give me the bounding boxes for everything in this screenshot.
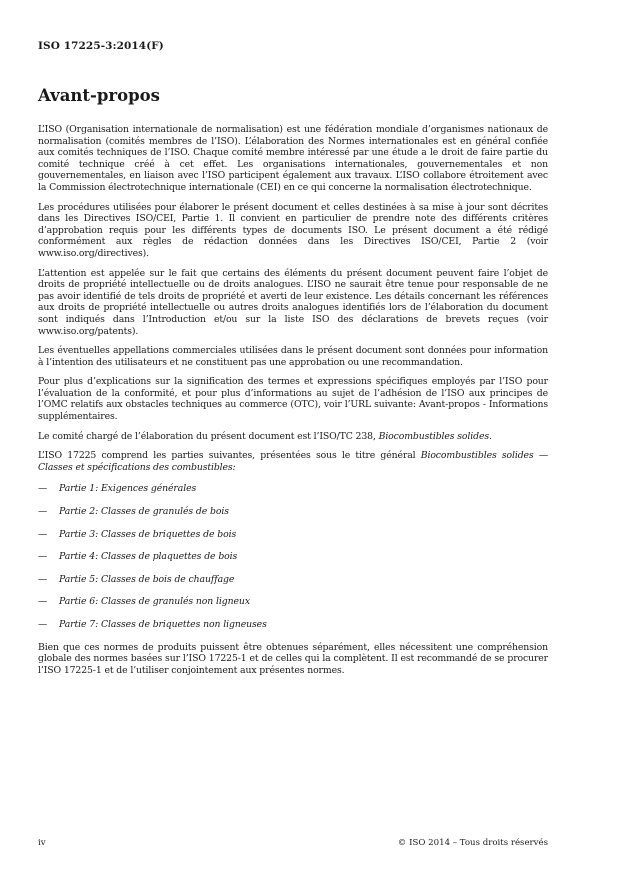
list-dash: — — [38, 619, 48, 630]
parts-list — [38, 483, 548, 630]
list-item — [38, 551, 548, 563]
parts-general-title: Biocombustibles solides — Classes et spécifications des combustibles: — [38, 450, 549, 473]
document-identifier: ISO 17225-3:2014(F) — [38, 40, 164, 52]
paragraph-patent-rights: L’attention est appelée sur le fait que certains des éléments du présent document peuvent faire l’objet de droits de propriété intellectuelle ou de droits analogues. L’ISO ne saurait être tenue pour responsable de ne pas avoir identifié de tels droits de propriété et averti de leur existence. Les détails concernant les références aux droits de propriété intellectuelle ou autres droits analogues identifiés lors de l’élaboration du document sont indiqués dans l’Introduction et/ou sur la liste ISO des déclarations de brevets reçues (voir www.iso.org/patents). — [38, 267, 548, 337]
list-item — [38, 529, 548, 541]
list-item — [38, 619, 548, 631]
paragraph-parts-intro — [38, 450, 548, 473]
list-item-label: Partie 5: Classes de bois de chauffage — [59, 573, 235, 585]
list-item — [38, 574, 548, 586]
list-item-label: Partie 7: Classes de briquettes non ligneuses — [59, 619, 267, 630]
list-item-label: Partie 2: Classes de granulés de bois — [59, 506, 229, 518]
list-item — [38, 506, 548, 518]
paragraph-iso-organisation: L’ISO (Organisation internationale de normalisation) est une fédération mondiale d’organismes nationaux de normalisation (comités membres de l’ISO). L’élaboration des Normes internationales est en général confiée aux comités techniques de l’ISO. Chaque comité membre intéressé par une étude a le droit de faire partie du comité technique créé à cet effet. Les organisations internationales, gouvernementales et non gouvernementales, en liaison avec l’ISO participent également aux travaux. L’ISO collabore étroitement avec la Commission électrotechnique internationale (CEI) en ce qui concerne la normalisation électrotechnique. — [38, 124, 548, 193]
list-item-label: Partie 1: Exigences générales — [59, 483, 197, 495]
list-item-label: Partie 4: Classes de plaquettes de bois — [59, 551, 238, 563]
committee-period: . — [488, 430, 492, 442]
paragraph-procedures: Les procédures utilisées pour élaborer le présent document et celles destinées à sa mise à jour sont décrites dans les Directives ISO/CEI, Partie 1. Il convient en particulier de prendre note des différents critères d’approbation requis pour les différents types de documents ISO. Le présent document a été rédigé conformément aux règles de rédaction données dans les Directives ISO/CEI, Partie 2 (voir www.iso.org/directives). — [38, 201, 548, 259]
document-page — [38, 0, 548, 876]
list-item — [38, 596, 548, 608]
page-number: iv — [38, 838, 46, 848]
list-item-label: Partie 6: Classes de granulés non ligneux — [59, 596, 250, 608]
page-footer — [38, 838, 548, 848]
copyright-notice: © ISO 2014 – Tous droits réservés — [397, 838, 548, 848]
list-dash: — — [38, 528, 48, 540]
committee-text: Le comité chargé de l’élaboration du présent document est l’ISO/TC 238, — [38, 430, 379, 442]
paragraph-conformity-wto: Pour plus d’explications sur la signification des termes et expressions spécifiques employés par l’ISO pour l’évaluation de la conformité, et pour plus d’informations au sujet de l’adhésion de l’ISO aux principes de l’OMC relatifs aux obstacles techniques au commerce (OTC), voir l’URL suivante: Avant-propos - Informations supplémentaires. — [38, 376, 548, 423]
list-dash: — — [38, 506, 48, 518]
list-dash: — — [38, 596, 48, 608]
foreword-body — [38, 124, 548, 684]
list-dash: — — [38, 483, 48, 495]
list-dash: — — [38, 573, 48, 585]
paragraph-trade-names: Les éventuelles appellations commerciales utilisées dans le présent document sont données pour information à l’intention des utilisateurs et ne constituent pas une approbation ou une recommandation. — [38, 345, 548, 368]
list-item — [38, 483, 548, 495]
parts-intro-text: L’ISO 17225 comprend les parties suivantes, présentées sous le titre général — [38, 450, 421, 462]
list-dash: — — [38, 551, 48, 563]
committee-title: Biocombustibles solides — [378, 430, 489, 442]
section-title: Avant-propos — [38, 86, 160, 105]
list-item-label: Partie 3: Classes de briquettes de bois — [59, 528, 237, 540]
paragraph-product-standards: Bien que ces normes de produits puissent être obtenues séparément, elles nécessitent une compréhension globale des normes basées sur l’ISO 17225-1 et de celles qui la complètent. Il est recommandé de se procurer l’ISO 17225-1 et de l’utiliser conjointement aux présentes normes. — [38, 641, 548, 676]
paragraph-committee — [38, 431, 548, 443]
